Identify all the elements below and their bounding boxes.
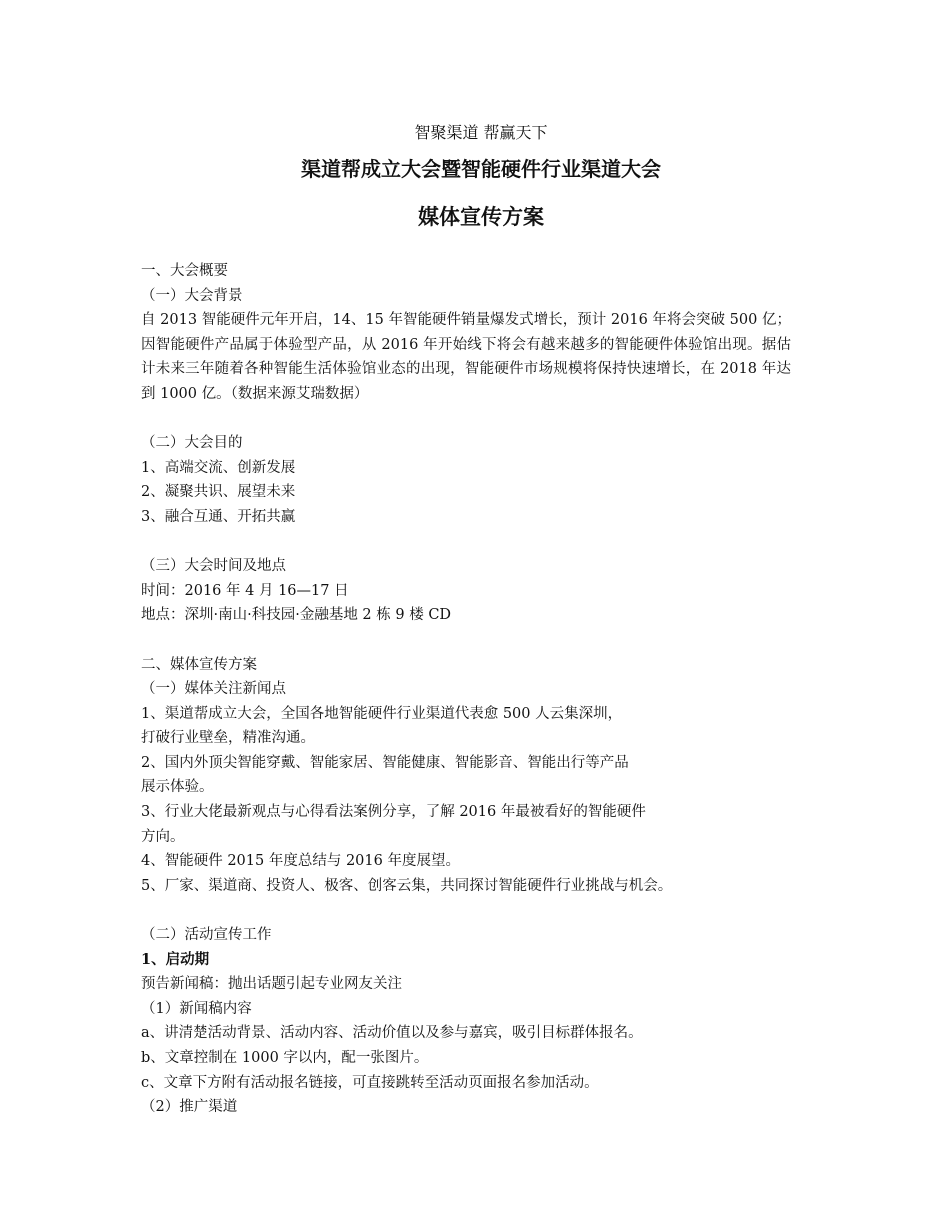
press-release-intro: 预告新闻稿：抛出话题引起专业网友关注 [141,976,402,993]
press-release-content-heading: （1）新闻稿内容 [141,1000,252,1017]
purpose-item: 2、凝聚共识、展望未来 [141,484,296,501]
document-body [141,259,821,1120]
news-point-line: 4、智能硬件 2015 年度总结与 2016 年度展望。 [141,853,460,870]
subheading-activity-promotion: （二）活动宣传工作 [141,927,272,944]
news-point-line: 展示体验。 [141,779,214,796]
phase-heading-launch: 1、启动期 [141,950,210,968]
news-point-line: 1、渠道帮成立大会，全国各地智能硬件行业渠道代表愈 500 人云集深圳， [141,705,623,722]
purpose-item: 1、高端交流、创新发展 [141,459,296,476]
news-point-line: 5、厂家、渠道商、投资人、极客、创客云集，共同探讨智能硬件行业挑战与机会。 [141,877,673,894]
background-paragraph: 自 2013 智能硬件元年开启，14、15 年智能硬件销量爆发式增长，预计 2016 年将会突破 500 亿；因智能硬件产品属于体验型产品，从 2016 年开始线下将会有越来越多的智能硬件体验馆出现。据估计未来三年随着各种智能生活体验馆业态的出现，智能硬件市场规模将保持快速增长，在 2018 年达到 1000 亿。（数据来源艾瑞数据） [141,312,791,402]
blank-line [141,898,821,923]
news-point-line: 方向。 [141,828,185,845]
document-content [141,119,821,1120]
subheading-background: （一）大会背景 [141,287,243,304]
press-release-item: a、讲清楚活动背景、活动内容、活动价值以及参与嘉宾，吸引目标群体报名。 [141,1025,643,1042]
press-release-item: b、文章控制在 1000 字以内，配一张图片。 [141,1050,429,1066]
subheading-time-place: （三）大会时间及地点 [141,558,286,575]
document-title: 渠道帮成立大会暨智能硬件行业渠道大会 [301,157,661,181]
slogan: 智聚渠道 帮赢天下 [414,123,548,142]
section-heading-overview: 一、大会概要 [141,263,228,279]
event-time: 时间：2016 年 4 月 16—17 日 [141,582,349,599]
subheading-news-points: （一）媒体关注新闻点 [141,681,286,698]
document-subtitle: 媒体宣传方案 [418,204,544,229]
news-point-line: 2、国内外顶尖智能穿戴、智能家居、智能健康、智能影音、智能出行等产品 [141,754,629,771]
blank-line [141,530,821,555]
news-point-line: 打破行业壁垒，精准沟通。 [141,730,315,747]
subheading-purpose: （二）大会目的 [141,435,243,452]
blank-line [141,628,821,653]
promotion-channel-heading: （2）推广渠道 [141,1099,238,1116]
press-release-item: c、文章下方附有活动报名链接，可直接跳转至活动页面报名参加活动。 [141,1074,599,1091]
section-heading-media-plan: 二、媒体宣传方案 [141,656,257,673]
news-point-line: 3、行业大佬最新观点与心得看法案例分享，了解 2016 年最被看好的智能硬件 [141,804,646,821]
event-place: 地点：深圳·南山·科技园·金融基地 2 栋 9 楼 CD [141,607,452,624]
purpose-item: 3、融合互通、开拓共赢 [141,508,296,525]
blank-line [141,407,821,432]
